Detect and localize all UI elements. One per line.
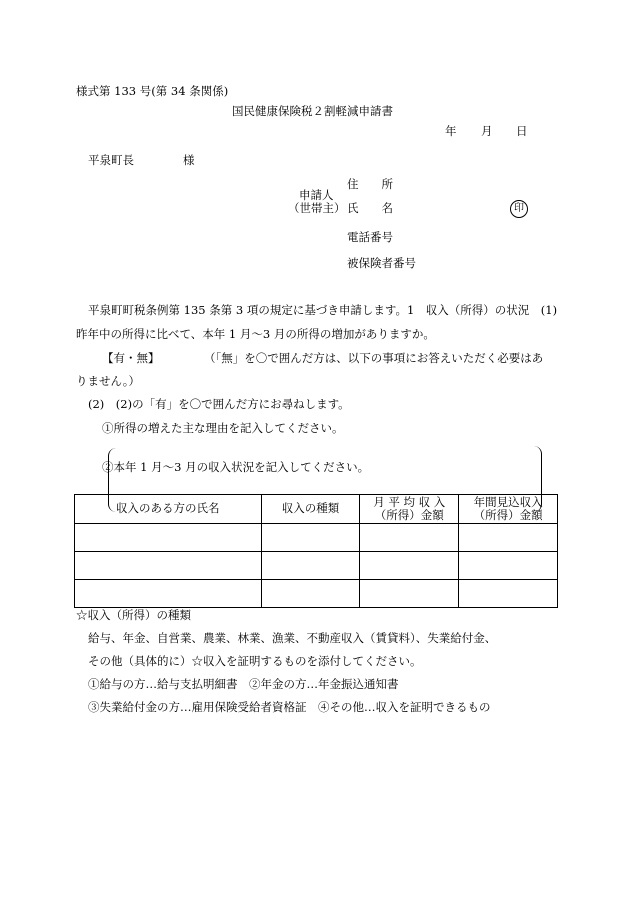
table-cell[interactable] bbox=[261, 524, 360, 552]
date-day-label: 日 bbox=[516, 124, 528, 138]
proof-line-2: ③失業給付金の方…雇用保険受給者資格証 ④その他…収入を証明できるもの bbox=[88, 700, 491, 714]
applicant-address-label: 住 所 bbox=[347, 177, 393, 191]
table-cell[interactable] bbox=[360, 580, 459, 608]
table-cell[interactable] bbox=[459, 552, 558, 580]
table-cell[interactable] bbox=[261, 580, 360, 608]
proof-line-1: ①給与の方…給与支払明細書 ②年金の方…年金振込通知書 bbox=[88, 677, 399, 691]
income-types-line-1: 給与、年金、自営業、農業、林業、漁業、不動産収入（賃貸料）、失業給付金、 bbox=[88, 631, 497, 645]
table-cell[interactable] bbox=[459, 580, 558, 608]
column-header-monthly-text: 月 平 均 収 入 （所得）金額 bbox=[373, 494, 446, 522]
insured-number-label: 被保険者番号 bbox=[347, 256, 416, 270]
column-header-annual-text: 年間見込収入 （所得）金額 bbox=[473, 494, 543, 522]
column-header-name: 収入のある方の氏名 bbox=[75, 495, 262, 524]
table-cell[interactable] bbox=[75, 580, 262, 608]
question-2: (2) (2)の「有」を〇で囲んだ方にお尋ねします。 bbox=[88, 397, 350, 411]
table-cell[interactable] bbox=[261, 552, 360, 580]
applicant-name-label: 氏 名 bbox=[347, 201, 393, 215]
note-line-2: りません。） bbox=[76, 374, 140, 388]
income-types-line-2: その他（具体的に）☆収入を証明するものを添付してください。 bbox=[88, 654, 422, 668]
seal-mark: 印 bbox=[510, 200, 528, 218]
page-title: 国民健康保険税２割軽減申請書 bbox=[232, 104, 393, 118]
table-cell[interactable] bbox=[75, 524, 262, 552]
date-year-label: 年 bbox=[445, 124, 457, 138]
table-cell[interactable] bbox=[75, 552, 262, 580]
question-2-2: ②本年 1 月～3 月の収入状況を記入してください。 bbox=[102, 460, 370, 474]
applicant-phone-label: 電話番号 bbox=[347, 230, 393, 244]
table-header-row bbox=[75, 495, 558, 524]
table-row bbox=[75, 552, 558, 580]
body-line-1: 平泉町町税条例第 135 条第 3 項の規定に基づき申請します。1 収入（所得）の状況 (1) bbox=[88, 303, 558, 317]
note-line-1: （「無」を〇で囲んだ方は、以下の事項にお答えいただく必要はあ bbox=[204, 351, 544, 365]
table-cell[interactable] bbox=[459, 524, 558, 552]
column-header-annual bbox=[459, 495, 558, 524]
column-header-type: 収入の種類 bbox=[261, 495, 360, 524]
table-cell[interactable] bbox=[360, 552, 459, 580]
income-table bbox=[74, 494, 558, 608]
date-month-label: 月 bbox=[481, 124, 493, 138]
applicant-sublabel: （世帯主） bbox=[288, 201, 346, 215]
addressee-honorific: 様 bbox=[183, 153, 195, 167]
table-cell[interactable] bbox=[360, 524, 459, 552]
form-number: 様式第 133 号(第 34 条関係) bbox=[76, 84, 229, 98]
column-header-monthly bbox=[360, 495, 459, 524]
question-2-1: ①所得の増えた主な理由を記入してください。 bbox=[102, 421, 344, 435]
yes-no-choice: 【有・無】 bbox=[102, 351, 160, 365]
table-row bbox=[75, 580, 558, 608]
table-row bbox=[75, 524, 558, 552]
addressee: 平泉町長 bbox=[88, 153, 134, 167]
applicant-label: 申請人 bbox=[299, 188, 334, 202]
body-line-2: 昨年中の所得に比べて、本年 1 月～3 月の所得の増加がありますか。 bbox=[76, 327, 435, 341]
income-types-title: ☆収入（所得）の種類 bbox=[76, 608, 191, 622]
